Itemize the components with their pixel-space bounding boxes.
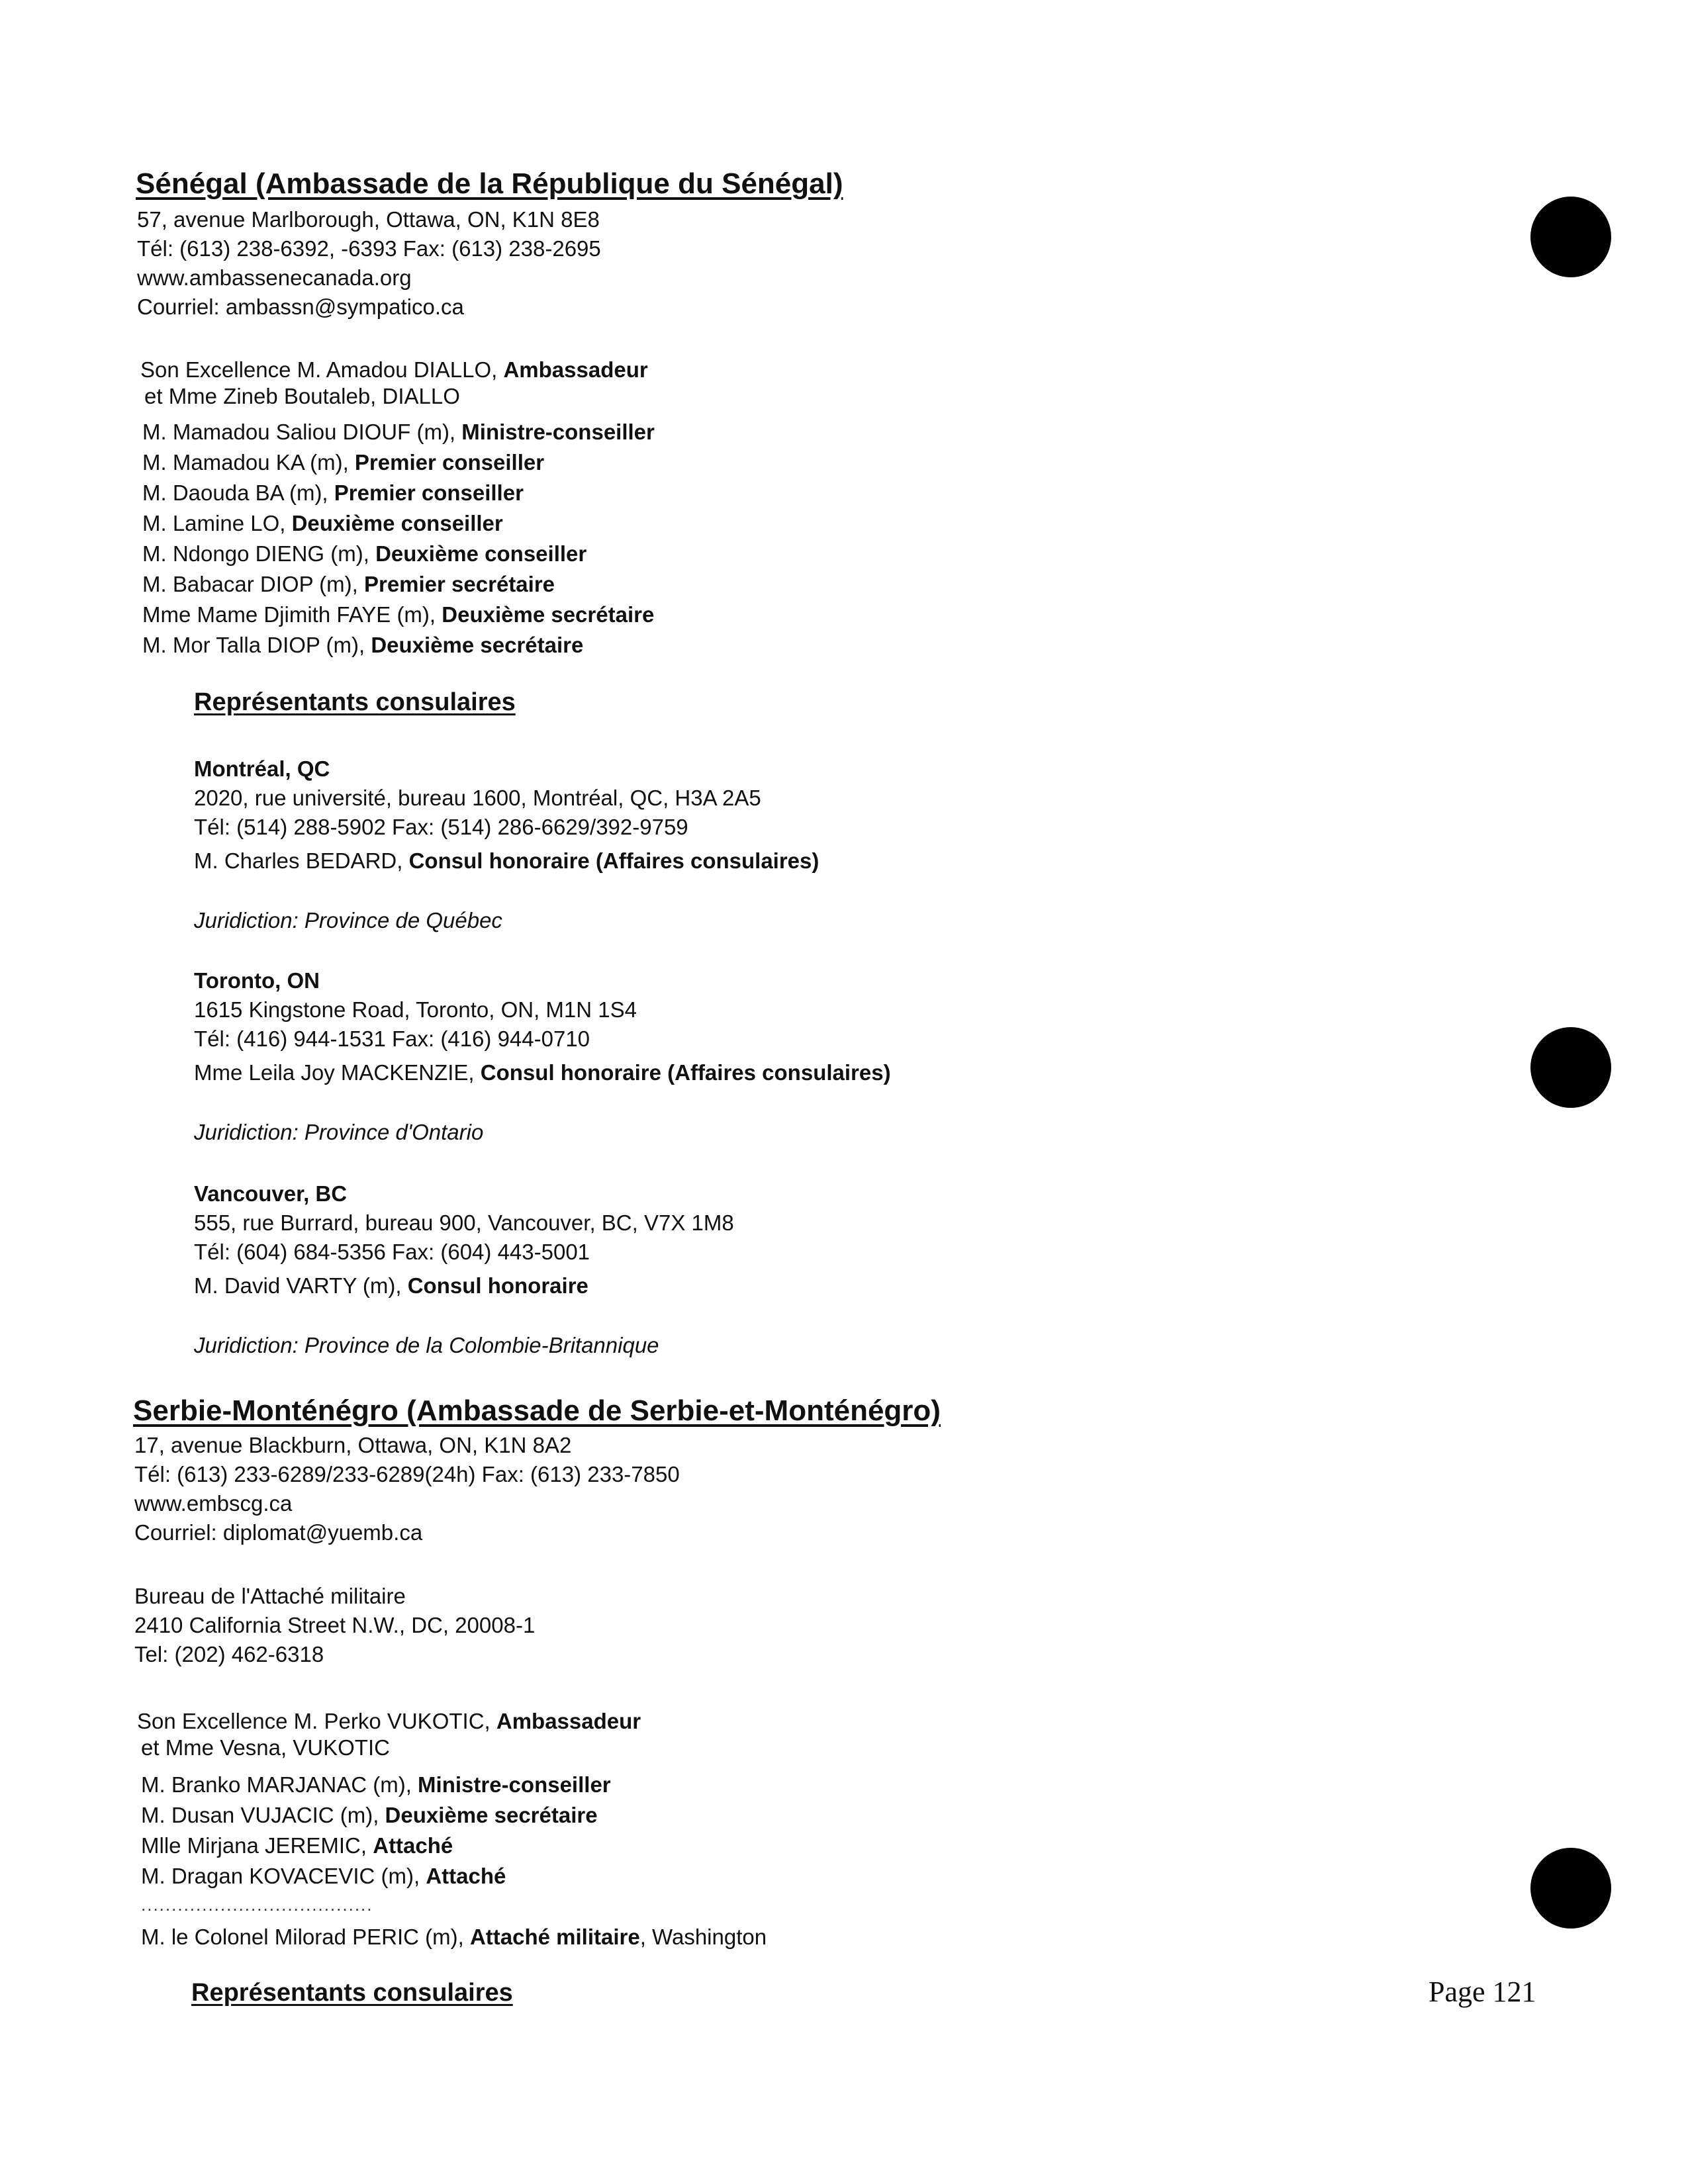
person-name: M. Babacar DIOP (m), <box>142 572 364 596</box>
consulate-phone: Tél: (416) 944-1531 Fax: (416) 944-0710 <box>194 1026 590 1051</box>
person-title: Premier conseiller <box>354 450 545 475</box>
serbia-phone: Tél: (613) 233-6289/233-6289(24h) Fax: (613) 233-7850 <box>134 1462 680 1486</box>
staff-row <box>141 1770 611 1800</box>
person-name: M. Charles BEDARD, <box>194 848 409 873</box>
person-name: Son Excellence M. Perko VUKOTIC, <box>137 1709 496 1733</box>
person-name: M. Mor Talla DIOP (m), <box>142 633 371 657</box>
person-name: Mlle Mirjana JEREMIC, <box>141 1833 373 1858</box>
person-title: Consul honoraire (Affaires consulaires) <box>408 848 820 873</box>
person-title: Deuxième conseiller <box>291 511 503 535</box>
consulate-phone: Tél: (604) 684-5356 Fax: (604) 443-5001 <box>194 1240 590 1264</box>
senegal-ambassador-spouse: et Mme Zineb Boutaleb, DIALLO <box>144 384 460 408</box>
person-name: Son Excellence M. Amadou DIALLO, <box>140 357 504 382</box>
person-name: M. David VARTY (m), <box>194 1273 408 1298</box>
person-title: Attaché <box>426 1864 506 1888</box>
staff-row <box>142 630 655 660</box>
serbia-military-office <box>134 1582 535 1669</box>
staff-row <box>142 600 655 630</box>
consulate-address: 2020, rue université, bureau 1600, Montréal, QC, H3A 2A5 <box>194 786 761 810</box>
person-name: M. Mamadou Saliou DIOUF (m), <box>142 420 462 444</box>
serbia-email[interactable]: Courriel: diplomat@yuemb.ca <box>134 1520 423 1545</box>
serbia-contact-block <box>134 1431 680 1547</box>
binder-hole-bottom <box>1530 1848 1611 1929</box>
person-location: , Washington <box>639 1925 767 1949</box>
senegal-ambassador <box>140 355 648 412</box>
senegal-consular-heading: Représentants consulaires <box>194 688 516 716</box>
person-title: Premier conseiller <box>334 480 524 505</box>
military-office-name: Bureau de l'Attaché militaire <box>134 1584 406 1608</box>
dotted-separator: ...................................... <box>141 1895 373 1915</box>
person-name: M. Ndongo DIENG (m), <box>142 541 376 566</box>
consulate-city: Montréal, QC <box>194 756 330 781</box>
consulate-address: 555, rue Burrard, bureau 900, Vancouver, BC, V7X 1M8 <box>194 1210 734 1235</box>
consulate-montreal <box>194 754 819 876</box>
person-title: Ambassadeur <box>496 1709 641 1733</box>
consulate-person <box>194 1271 734 1301</box>
senegal-address: 57, avenue Marlborough, Ottawa, ON, K1N 8E8 <box>137 207 600 232</box>
person-title: Premier secrétaire <box>363 572 555 596</box>
serbia-staff-list <box>141 1770 611 1891</box>
person-name: M. Daouda BA (m), <box>142 480 334 505</box>
serbia-website[interactable]: www.embscg.ca <box>134 1491 293 1516</box>
person-name: M. Dragan KOVACEVIC (m), <box>141 1864 426 1888</box>
person-title: Deuxième secrétaire <box>371 633 584 657</box>
serbia-consular-heading: Représentants consulaires <box>191 1979 513 2007</box>
consulate-city: Vancouver, BC <box>194 1181 348 1206</box>
staff-row <box>142 569 655 600</box>
person-title: Consul honoraire <box>407 1273 588 1298</box>
consulate-phone: Tél: (514) 288-5902 Fax: (514) 286-6629/392-9759 <box>194 815 688 839</box>
person-title: Deuxième secrétaire <box>385 1803 598 1827</box>
military-office-phone: Tel: (202) 462-6318 <box>134 1642 324 1666</box>
person-name: M. Branko MARJANAC (m), <box>141 1772 418 1797</box>
person-title: Deuxième secrétaire <box>442 602 655 627</box>
person-name: M. Dusan VUJACIC (m), <box>141 1803 385 1827</box>
consulate-vancouver <box>194 1179 734 1301</box>
serbia-military-attache <box>141 1922 767 1952</box>
staff-row <box>142 478 655 508</box>
staff-row <box>141 1831 611 1861</box>
person-name: M. Mamadou KA (m), <box>142 450 355 475</box>
consulate-city: Toronto, ON <box>194 968 320 993</box>
page-number: Page 121 <box>1429 1976 1536 2008</box>
person-title: Ministre-conseiller <box>418 1772 611 1797</box>
person-name: Mme Mame Djimith FAYE (m), <box>142 602 442 627</box>
person-name: M. Lamine LO, <box>142 511 292 535</box>
military-office-address: 2410 California Street N.W., DC, 20008-1 <box>134 1613 536 1637</box>
consulate-jurisdiction: Juridiction: Province de la Colombie-Britannique <box>194 1333 659 1357</box>
person-title: Consul honoraire (Affaires consulaires) <box>480 1060 891 1085</box>
person-title: Attaché <box>373 1833 453 1858</box>
consulate-person <box>194 846 819 876</box>
staff-row <box>142 508 655 539</box>
consulate-jurisdiction: Juridiction: Province d'Ontario <box>194 1120 484 1144</box>
person-name: Mme Leila Joy MACKENZIE, <box>194 1060 481 1085</box>
staff-row <box>142 539 655 569</box>
serbia-address: 17, avenue Blackburn, Ottawa, ON, K1N 8A2 <box>134 1433 572 1457</box>
consulate-person <box>194 1058 891 1088</box>
staff-row <box>141 1800 611 1831</box>
person-name: M. le Colonel Milorad PERIC (m), <box>141 1925 470 1949</box>
consulate-toronto <box>194 966 891 1088</box>
staff-row <box>142 447 655 478</box>
senegal-heading: Sénégal (Ambassade de la République du Sénégal) <box>136 167 843 200</box>
serbia-heading: Serbie-Monténégro (Ambassade de Serbie-et-Monténégro) <box>133 1394 941 1427</box>
person-title: Ambassadeur <box>503 357 648 382</box>
binder-hole-middle <box>1530 1027 1611 1108</box>
person-title: Ministre-conseiller <box>461 420 655 444</box>
senegal-staff-list <box>142 417 655 660</box>
consulate-address: 1615 Kingstone Road, Toronto, ON, M1N 1S4 <box>194 997 637 1022</box>
staff-row <box>141 1861 611 1891</box>
senegal-contact-block <box>137 205 601 322</box>
senegal-phone: Tél: (613) 238-6392, -6393 Fax: (613) 238-2695 <box>137 236 601 261</box>
person-title: Deuxième conseiller <box>375 541 587 566</box>
staff-row <box>142 417 655 447</box>
senegal-website[interactable]: www.ambassenecanada.org <box>137 265 412 290</box>
serbia-ambassador <box>137 1706 641 1763</box>
binder-hole-top <box>1530 197 1611 277</box>
senegal-email[interactable]: Courriel: ambassn@sympatico.ca <box>137 295 464 319</box>
consulate-jurisdiction: Juridiction: Province de Québec <box>194 908 502 933</box>
serbia-ambassador-spouse: et Mme Vesna, VUKOTIC <box>141 1735 390 1760</box>
person-title: Attaché militaire <box>469 1925 640 1949</box>
